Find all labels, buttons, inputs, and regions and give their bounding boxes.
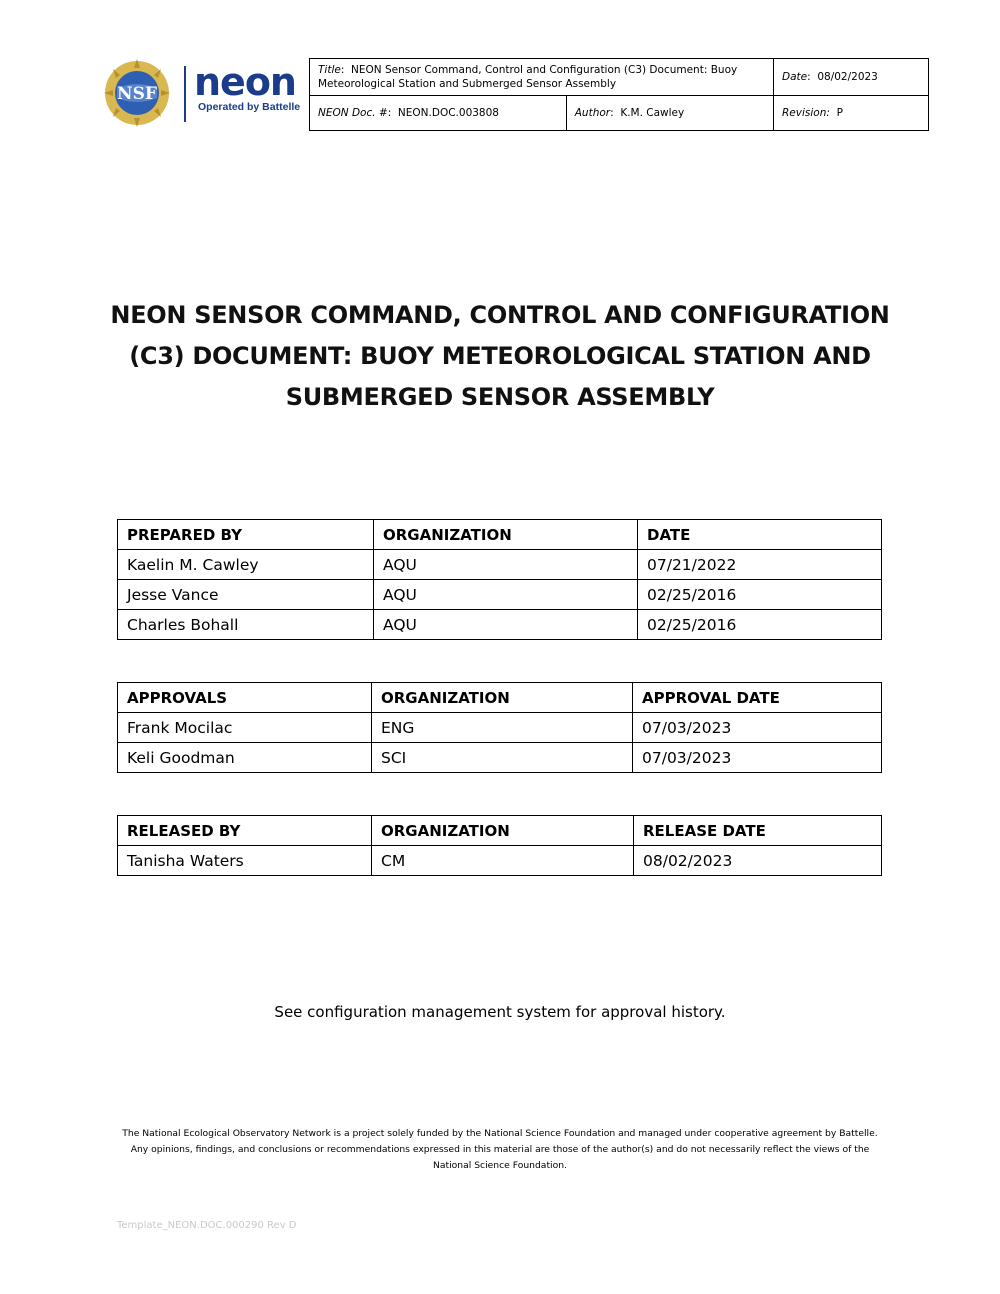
table-header-row xyxy=(118,816,882,846)
approver-name: Keli Goodman xyxy=(118,743,372,773)
document-header-table xyxy=(309,58,929,131)
footer-line-1: The National Ecological Observatory Network is a project solely funded by the National Science Foundation and managed under cooperative agreement by Battelle. xyxy=(122,1128,878,1139)
approval-date: 07/03/2023 xyxy=(633,743,882,773)
preparer-name: Kaelin M. Cawley xyxy=(118,550,374,580)
title-value: NEON Sensor Command, Control and Configuration (C3) Document: Buoy Meteorological Station and Submerged Sensor Assembly xyxy=(318,63,738,90)
footer-line-2: Any opinions, findings, and conclusions or recommendations expressed in this material are those of the author(s) and do not necessarily reflect the views of the xyxy=(130,1144,870,1155)
header-author-cell: Author: K.M. Cawley xyxy=(566,96,773,131)
footer-line-3: National Science Foundation. xyxy=(433,1160,567,1171)
table-row xyxy=(118,743,882,773)
organization: AQU xyxy=(374,550,638,580)
title-line-2: (C3) DOCUMENT: BUOY METEOROLOGICAL STATION AND xyxy=(129,342,871,370)
organization: AQU xyxy=(374,610,638,640)
footer-disclaimer xyxy=(110,1126,890,1174)
column-header: ORGANIZATION xyxy=(372,816,634,846)
nsf-seal-icon xyxy=(104,58,170,128)
preparer-name: Jesse Vance xyxy=(118,580,374,610)
operated-by-text: Operated by Battelle xyxy=(198,101,301,113)
author-label: Author xyxy=(574,106,611,119)
doc-value: NEON.DOC.003808 xyxy=(397,106,499,119)
title-label: Title xyxy=(318,63,341,76)
column-header: RELEASE DATE xyxy=(634,816,882,846)
table-row xyxy=(118,550,882,580)
release-date: 08/02/2023 xyxy=(634,846,882,876)
date-value: 08/02/2023 xyxy=(817,70,878,83)
column-header: APPROVAL DATE xyxy=(633,683,882,713)
document-title xyxy=(100,295,900,418)
column-header: PREPARED BY xyxy=(118,520,374,550)
approvals-table xyxy=(117,682,882,773)
releaser-name: Tanisha Waters xyxy=(118,846,372,876)
column-header: RELEASED BY xyxy=(118,816,372,846)
approval-date: 07/03/2023 xyxy=(633,713,882,743)
approver-name: Frank Mocilac xyxy=(118,713,372,743)
table-header-row xyxy=(118,520,882,550)
title-line-1: NEON SENSOR COMMAND, CONTROL AND CONFIGURATION xyxy=(110,301,890,329)
organization: AQU xyxy=(374,580,638,610)
organization: SCI xyxy=(372,743,633,773)
brand-name: neon xyxy=(194,62,296,102)
approval-history-note: See configuration management system for approval history. xyxy=(274,1003,726,1021)
preparer-name: Charles Bohall xyxy=(118,610,374,640)
neon-nsf-logo xyxy=(104,58,304,130)
released-by-table xyxy=(117,815,882,876)
column-header: ORGANIZATION xyxy=(372,683,633,713)
column-header: ORGANIZATION xyxy=(374,520,638,550)
seal-text: NSF xyxy=(117,84,157,104)
prepared-by-table xyxy=(117,519,882,640)
author-value: K.M. Cawley xyxy=(620,106,685,119)
header-date-cell: Date: 08/02/2023 xyxy=(774,59,929,96)
header-doc-cell: NEON Doc. #: NEON.DOC.003808 xyxy=(310,96,567,131)
neon-wordmark xyxy=(192,62,302,102)
organization: ENG xyxy=(372,713,633,743)
date: 07/21/2022 xyxy=(638,550,882,580)
header-revision-cell xyxy=(774,96,929,131)
table-row xyxy=(118,580,882,610)
organization: CM xyxy=(372,846,634,876)
table-row xyxy=(118,846,882,876)
table-row xyxy=(118,713,882,743)
date: 02/25/2016 xyxy=(638,610,882,640)
header-title-cell: Title: NEON Sensor Command, Control and Configuration (C3) Document: Buoy Meteorological Station and Submerged Sensor Assembly xyxy=(310,59,774,96)
column-header: DATE xyxy=(638,520,882,550)
column-header: APPROVALS xyxy=(118,683,372,713)
date: 02/25/2016 xyxy=(638,580,882,610)
template-id: Template_NEON.DOC.000290 Rev D xyxy=(117,1220,297,1231)
table-header-row xyxy=(118,683,882,713)
logo-divider xyxy=(184,66,186,122)
doc-label: NEON Doc. # xyxy=(318,106,388,119)
title-line-3: SUBMERGED SENSOR ASSEMBLY xyxy=(285,383,715,411)
date-label: Date xyxy=(782,70,808,83)
table-row xyxy=(118,610,882,640)
revision-label: Revision: xyxy=(782,106,830,119)
revision-value: P xyxy=(836,106,843,119)
